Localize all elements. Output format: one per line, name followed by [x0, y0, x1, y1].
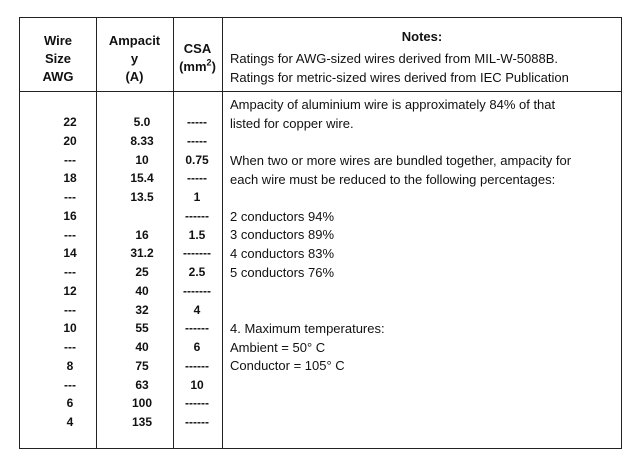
csa-cell: ----- [187, 115, 207, 129]
awg-cell: --- [64, 190, 76, 204]
csa-cell: ------ [185, 358, 209, 373]
note-2-conductors: 2 conductors 94% [230, 209, 335, 224]
ampacity-cell: 55 [135, 321, 149, 336]
awg-cell: 10 [63, 321, 77, 336]
csa-cell: ------- [183, 246, 211, 261]
csa-cell: ------ [185, 208, 209, 223]
csa-cell: ------- [183, 283, 211, 298]
header-ampacity-line2: y [130, 51, 139, 66]
awg-cell: --- [64, 265, 76, 279]
ampacity-cell: 32 [135, 302, 149, 317]
awg-cell: 8 [66, 358, 74, 373]
note-max-temperatures: 4. Maximum temperatures: [230, 321, 385, 336]
header-csa [173, 40, 222, 76]
csa-cell: 1.5 [188, 227, 206, 242]
ampacity-cell: 75 [135, 358, 149, 373]
csa-cell: 4 [193, 302, 201, 317]
awg-cell: --- [64, 302, 76, 317]
awg-cell: --- [64, 377, 76, 392]
csa-cell: ------ [185, 321, 209, 336]
column-divider-3 [222, 18, 223, 448]
note-aluminium-2: listed for copper wire. [230, 116, 354, 131]
header-awg: AWG [42, 69, 74, 84]
csa-cell: ------ [185, 396, 209, 411]
header-wire-size-awg [20, 32, 96, 86]
awg-cell: 6 [66, 396, 74, 411]
csa-cell: 6 [193, 340, 201, 354]
csa-cell: 10 [190, 377, 204, 392]
awg-cell: 16 [63, 208, 77, 223]
awg-cell: --- [64, 152, 76, 167]
header-notes: Notes: [401, 29, 443, 44]
ampacity-cell: 25 [135, 265, 149, 279]
note-5-conductors: 5 conductors 76% [230, 265, 335, 280]
header-ampacity-line1: Ampacit [108, 33, 161, 48]
ampacity-cell: 40 [135, 340, 149, 354]
header-size: Size [44, 51, 71, 66]
ampacity-cell: 16 [135, 227, 149, 242]
ampacity-cell: 63 [135, 377, 149, 392]
ampacity-cell: 15.4 [130, 171, 154, 186]
csa-cell: ----- [187, 171, 207, 186]
note-conductor: Conductor = 105° C [230, 358, 345, 373]
note-4-conductors: 4 conductors 83% [230, 246, 335, 261]
ampacity-cell: 100 [131, 396, 153, 411]
awg-cell: 4 [66, 415, 74, 429]
ampacity-cell: 10 [135, 152, 149, 167]
header-csa-unit: $(mm^2)$ [179, 57, 216, 74]
ampacity-cell: 8.33 [130, 133, 154, 148]
awg-cell: 22 [63, 115, 77, 129]
note-bundled-2: each wire must be reduced to the following percentages: [230, 172, 556, 187]
ampacity-cell: 5.0 [133, 115, 151, 129]
header-csa-label: CSA [183, 41, 212, 56]
header-wire: Wire [43, 33, 73, 48]
awg-cell: 20 [63, 133, 77, 148]
csa-cell: ------ [185, 415, 209, 429]
ampacity-cell: 40 [135, 283, 149, 298]
awg-cell: --- [64, 227, 76, 242]
note-bundled-1: When two or more wires are bundled together, ampacity for [230, 153, 572, 168]
awg-cell: 12 [63, 283, 77, 298]
csa-cell: 0.75 [185, 152, 209, 167]
ampacity-cell: 31.2 [130, 246, 154, 261]
ampacity-cell: 135 [131, 415, 153, 429]
wire-ampacity-table [19, 17, 622, 449]
note-ambient: Ambient = 50° C [230, 340, 326, 355]
csa-cell: ----- [187, 133, 207, 148]
awg-cell: 18 [63, 171, 77, 186]
header-note-iec: Ratings for metric-sized wires derived from IEC Publication [230, 70, 569, 85]
note-aluminium-1: Ampacity of aluminium wire is approximately 84% of that [230, 97, 556, 112]
awg-cell: --- [64, 340, 76, 354]
csa-cell: 2.5 [188, 265, 206, 279]
ampacity-cell: 13.5 [130, 190, 154, 204]
note-3-conductors: 3 conductors 89% [230, 227, 335, 242]
header-ampacity-unit: (A) [125, 69, 144, 84]
header-divider [20, 91, 621, 92]
awg-cell: 14 [63, 246, 77, 261]
header-ampacity [96, 32, 173, 86]
header-note-mil: Ratings for AWG-sized wires derived from MIL-W-5088B. [230, 51, 558, 66]
csa-cell: 1 [193, 190, 201, 204]
